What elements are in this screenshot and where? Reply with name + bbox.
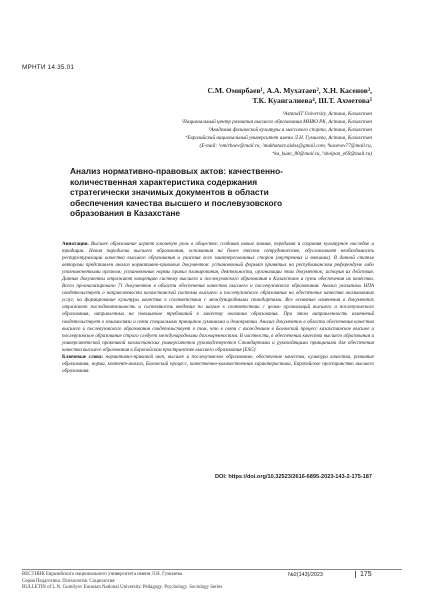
affiliation-line: (E-mail: ¹omirbaev@mail.ru, ²mukhataev.aidos@gmail.com, ³kasenov77@mail.ru, [199,143,372,150]
keywords-label: Ключевые слова: [62,353,104,360]
journal-info [22,572,222,592]
affiliation-line: ³Академия физической культуры и массового спорта, Астана, Казахстан [208,127,372,134]
abstract-label: Аннотация. [62,241,89,247]
doi-link[interactable]: DOI: https://doi.org/10.32523/2616-6895-2023-143-2-175-187 [214,474,372,480]
keywords [62,354,374,375]
mrnti-code: МРНТИ 14.35.01 [22,64,75,71]
affiliations [112,110,372,159]
title-line: обеспечения качества высшего и послевузовского [70,197,283,208]
title-line: Анализ нормативно-правовых актов: качественно- [70,166,284,176]
keywords-text: нормативно-правовой акт, высшее и послевузовское образование, обеспечение качества, культура качества, развитие образования, норма, контент-анализ, Болонский процесс, качественно-количественная характеристика, Европейское пространство высшего образования. [62,353,375,374]
affiliation-line: ²Национальный центр развития высшего образования МНВО РК, Астана, Казахстан [181,119,372,126]
authors-line: С.М. Омирбаев¹, А.А. Мухатаев², Х.Н. Касенов³, [207,86,372,95]
abstract-text: Высшее образование играет ключевую роль в обществе, создавая новые знания, передавая и сохраняя культурное наследие и традиции. Новая парадигма высшего образования, основанная на более тесном сотрудничестве, обусловливает необходимость реструктуризации качества высшего образования и участия всех заинтересованных сторон (внутренних и внешних). В данной статье авторами представлен анализ нормативно-правовых документов: установочный формат принятых на республиканском референдуме либо уполномоченными органом; установочные нормы правил планирования, деятельности, организации этих документов; история их действия. Данные документы отражают концепцию систему высшего и послевузовского образования в Казахстане и пути обеспечения их качества. Всего проанализировано 71 документов в области обеспечения качества высшего и послевузовского образования. Анализ указанных НПА свидетельствует о направленности казахстанской системы высшего и послевузовского образования на обеспечение качества оказываемых услуг, на формирование культуры качества в соответствии с международными стандартами. Все основные изменения в документах отражают последовательность и системность введения по шагам в соответствии с целью организаций высшего и послевузовского образования, направленных на повышение требований к качеству оказания образования. При этом направленность изменений свидетельствует о взаимосвязи и связи специальных принципов гуманизма и демократии. Анализ документов в области обеспечения качества высшего и послевузовского образования свидетельствует о том, что в связи с вхождением в Болонский процесс казахстанское высшее и послевузовское образование строго следует международными договоренностям. В частности, в обеспечении качества высшего образования и университетской практикой казахстанских университетов руководствуются Стандартами и руководящими принципами для обеспечения качества высшего образования в Европейском пространстве высшего образования (ESG). [62,241,374,353]
title-line: количественная характеристика содержания [70,176,258,187]
abstract-block [62,241,374,375]
authors-line: Т.К. Куангалиева⁴, Ш.Т. Ахметова⁵ [252,96,372,105]
page-number: 175 [355,571,372,578]
title-line: образования в Казахстане [70,208,181,218]
article-title [70,166,370,219]
affiliation-line: ¹AstanaIT University, Астана, Казахстан [282,111,372,117]
journal-line: BULLETIN of L.N. Gumilyov Eurasian National University. Pedagogy. Psychology. Sociology Series [22,585,223,591]
issue-number: №2(143)/2023 [288,572,323,578]
journal-line: Серия Педагогика. Психология. Социология [22,578,115,584]
title-line: стратегически значимых документов в области [70,187,269,197]
footer-divider [22,569,402,570]
abstract [62,241,374,354]
affiliation-line: ⁴Евразийский национальный университет имени Л.Н. Гумилева, Астана, Казахстан [185,135,372,142]
authors [142,86,372,106]
affiliation-line: ⁴ku_kuan_80@mail.ru, ⁵sholpan_e69@mail.ru) [272,151,372,158]
journal-line: ВЕСТНИК Евразийского национального университета имени Л.Н. Гумилева. [22,572,184,577]
